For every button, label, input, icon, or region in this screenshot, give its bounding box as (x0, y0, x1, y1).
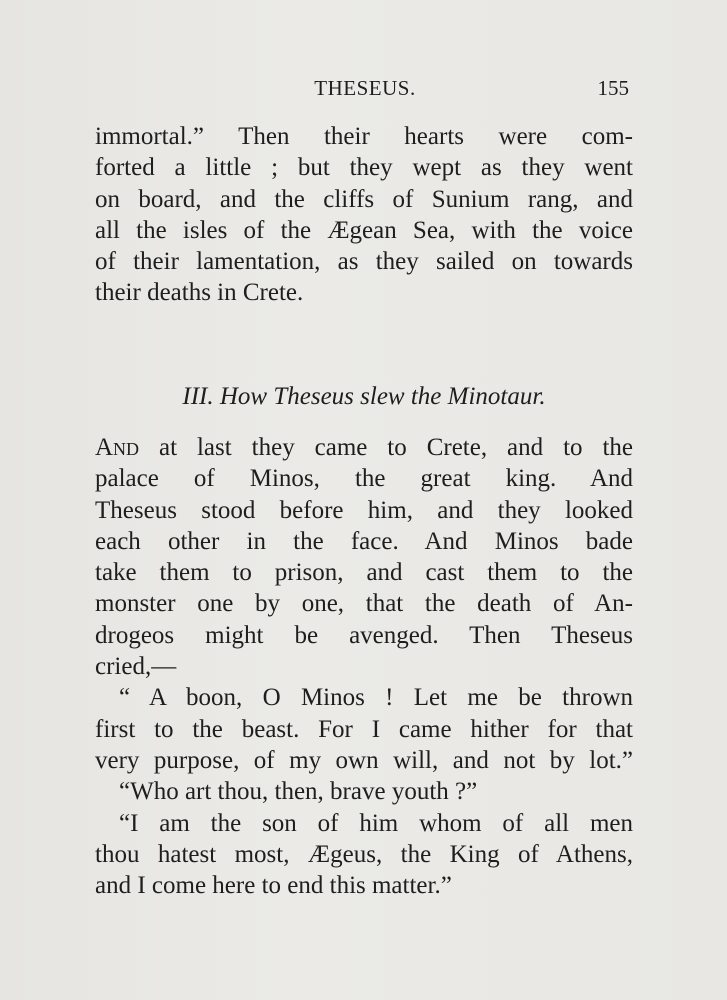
chapter-body (95, 432, 633, 901)
text-line: Theseus stood before him, and they looked (95, 496, 633, 524)
chapter-heading: III. How Theseus slew the Minotaur. (182, 383, 546, 410)
text-line-opening (95, 432, 633, 463)
text-line: “I am the son of him whom of all men (119, 809, 633, 837)
opening-line-rest: at last they came to Crete, and to the (139, 434, 633, 461)
text-line: first to the beast. For I came hither for that (95, 715, 633, 743)
text-line: very purpose, of my own will, and not by lot.” (95, 746, 633, 774)
text-line: all the isles of the Ægean Sea, with the voice (95, 216, 633, 244)
text-line: forted a little ; but they wept as they went (95, 154, 633, 182)
running-head (95, 76, 635, 106)
text-line: drogeos might be avenged. Then Theseus (95, 621, 633, 649)
opening-word: And (95, 434, 140, 461)
running-title: THESEUS. (314, 76, 416, 100)
text-line: each other in the face. And Minos bade (95, 527, 633, 555)
text-line: on board, and the cliffs of Sunium rang, and (95, 185, 633, 213)
text-line: immortal.” Then their hearts were com- (95, 123, 633, 150)
text-line: cried,— (95, 653, 177, 681)
text-line: and I come here to end this matter.” (95, 872, 452, 900)
text-line: “Who art thou, then, brave youth ?” (119, 778, 478, 806)
text-line: take them to prison, and cast them to the (95, 559, 633, 587)
text-line: their deaths in Crete. (95, 279, 304, 307)
text-line: of their lamentation, as they sailed on towards (95, 248, 633, 276)
text-line: palace of Minos, the great king. And (95, 465, 633, 493)
text-line: “ A boon, O Minos ! Let me be thrown (119, 684, 633, 712)
page-number: 155 (597, 76, 629, 100)
paragraph-continuation (95, 121, 633, 309)
text-line: monster one by one, that the death of An- (95, 590, 633, 618)
text-line: thou hatest most, Ægeus, the King of Athens, (95, 840, 633, 868)
